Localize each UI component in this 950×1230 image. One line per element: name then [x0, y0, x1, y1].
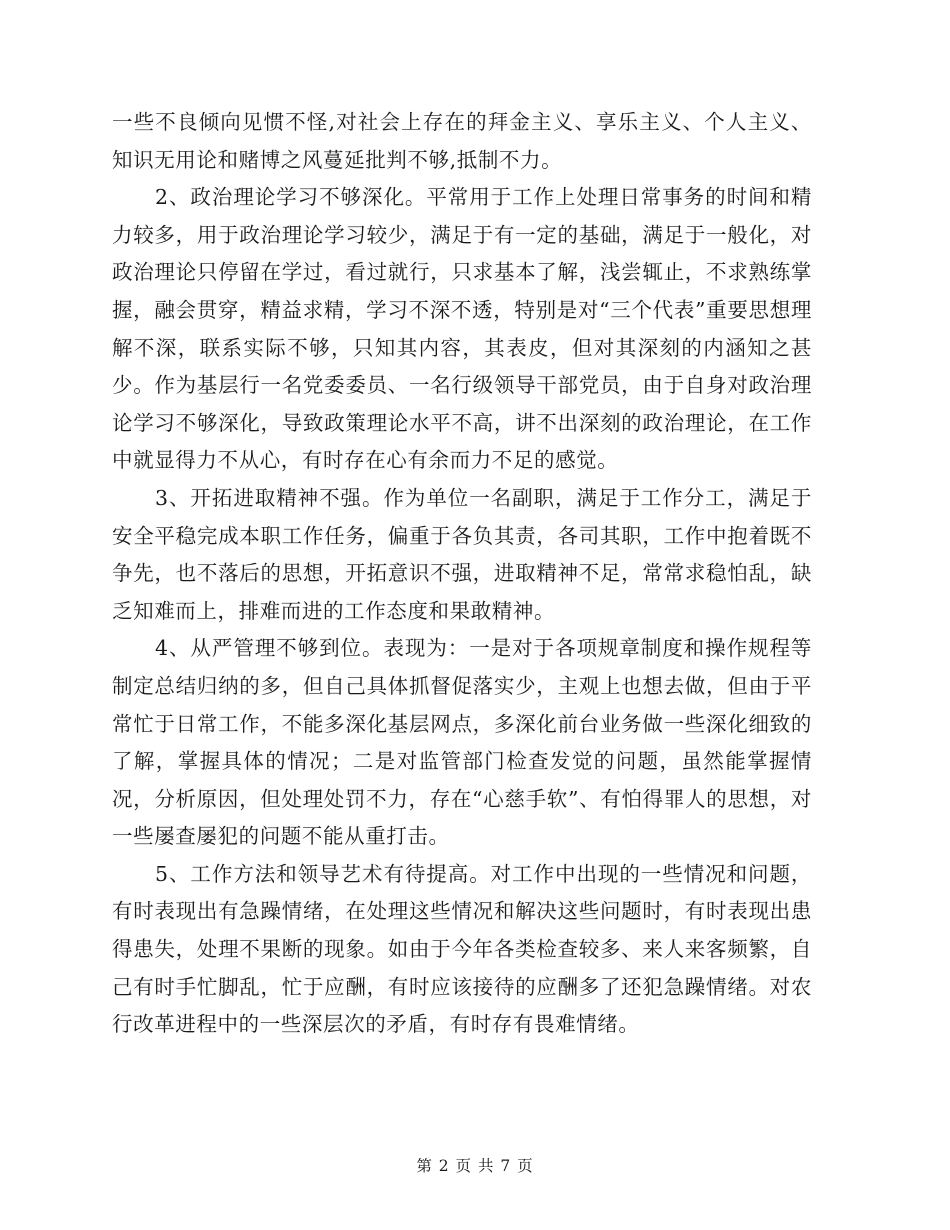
paragraph-pioneering-spirit: 3、开拓进取精神不强。作为单位一名副职，满足于工作分工，满足于安全平稳完成本职工作任务，偏重于各负其责，各司其职，工作中抱着既不争先，也不落后的思想，开拓意识不强，进取精神不足，常常求稳怕乱，缺乏知难而上，排难而进的工作态度和果敢精神。: [112, 485, 812, 623]
paragraph-political-theory: 2、政治理论学习不够深化。平常用于工作上处理日常事务的时间和精力较多，用于政治理论学习较少，满足于有一定的基础，满足于一般化，对政治理论只停留在学过，看过就行，只求基本了解，浅尝辄止，不求熟练掌握，融会贯穿，精益求精，学习不深不透，特别是对“三个代表”重要思想理解不深，联系实际不够，只知其内容，其表皮，但对其深刻的内涵知之甚少。作为基层行一名党委委员、一名行级领导干部党员，由于自身对政治理论学习不够深化，导致政策理论水平不高，讲不出深刻的政治理论，在工作中就显得力不从心，有时存在心有余而力不足的感觉。: [112, 185, 812, 473]
document-body: [112, 104, 812, 1044]
paragraph-strict-management: 4、从严管理不够到位。表现为：一是对于各项规章制度和操作规程等制定总结归纳的多，但自己具体抓督促落实少，主观上也想去做，但由于平常忙于日常工作，不能多深化基层网点，多深化前台业务做一些深化细致的了解，掌握具体的情况；二是对监管部门检查发觉的问题，虽然能掌握情况，分析原因，但处理处罚不力，存在“心慈手软”、有怕得罪人的思想，对一些屡查屡犯的问题不能从重打击。: [112, 636, 812, 849]
paragraph-work-methods: 5、工作方法和领导艺术有待提高。对工作中出现的一些情况和问题，有时表现出有急躁情绪，在处理这些情况和解决这些问题时，有时表现出患得患失，处理不果断的现象。如由于今年各类检查较多、来人来客频繁，自己有时手忙脚乱，忙于应酬，有时应该接待的应酬多了还犯急躁情绪。对农行改革进程中的一些深层次的矛盾，有时存有畏难情绪。: [112, 861, 812, 1037]
page-footer: 第 2 页 共 7 页: [416, 1157, 534, 1175]
paragraph-continuation: 一些不良倾向见惯不怪,对社会上存在的拜金主义、享乐主义、个人主义、知识无用论和赌博之风蔓延批判不够,抵制不力。: [112, 110, 812, 172]
